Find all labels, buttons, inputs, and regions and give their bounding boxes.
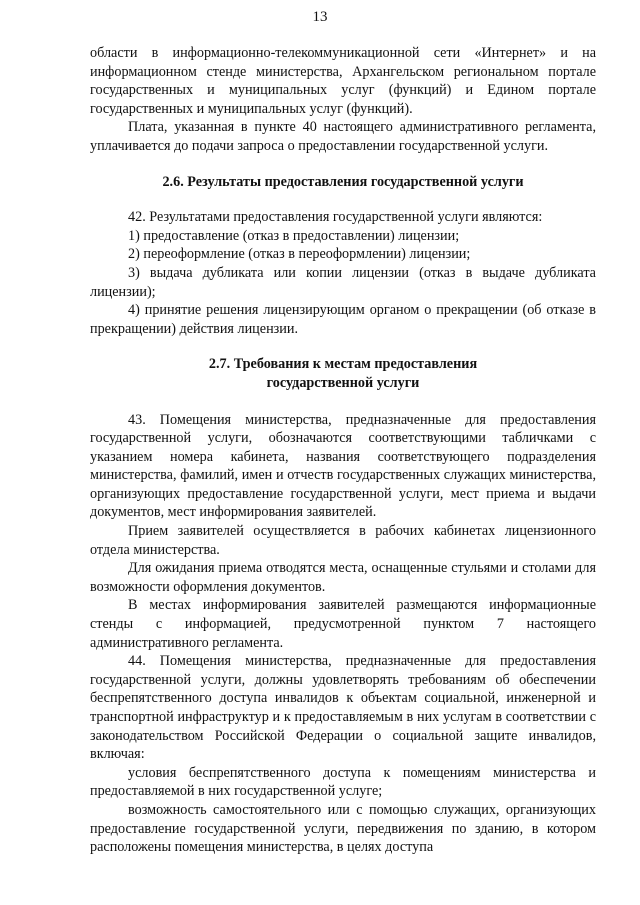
results-item-4: 4) принятие решения лицензирующим органом о прекращении (об отказе в прекращении) действия лицензии. <box>90 302 596 337</box>
paragraph-reception: Прием заявителей осуществляется в рабочих кабинетах лицензионного отдела министерства. <box>90 523 596 558</box>
paragraph-continuation: области в информационно-телекоммуникационной сети «Интернет» и на информационном стенде министерства, Архангельском региональном портале государственных и муниципальных услуг (функций) и Едином портале государственных и муниципальных услуг (функций). <box>90 45 596 117</box>
results-item-1: 1) предоставление (отказ в предоставлении) лицензии; <box>128 227 460 244</box>
results-item-3: 3) выдача дубликата или копии лицензии (отказ в выдаче дубликата лицензии); <box>90 264 596 300</box>
section-heading-2-6: 2.6. Результаты предоставления государственной услуги <box>162 173 524 190</box>
results-intro: 42. Результатами предоставления государственной услуги являются: <box>128 209 543 226</box>
document-body <box>90 44 596 857</box>
page-number: 13 <box>312 9 328 25</box>
paragraph-waiting: Для ожидания приема отводятся места, оснащенные стульями и столами для возможности оформления документов. <box>90 560 596 595</box>
paragraph-info-stands: В местах информирования заявителей размещаются информационные стенды с информацией, предусмотренной пунктом 7 настоящего административного регламента. <box>90 597 596 651</box>
results-item-2: 2) переоформление (отказ в переоформлении) лицензии; <box>128 246 471 263</box>
paragraph-access-conditions: условия беспрепятственного доступа к помещениям министерства и предоставляемой в них государственной услуге; <box>90 764 596 800</box>
paragraph-43: 43. Помещения министерства, предназначенные для предоставления государственной услуги, обозначаются соответствующими табличками с указанием номера кабинета, названия соответствующего подразделения министерства, фамилий, имен и отчеств государственных служащих министерства, организующих предоставление государственной услуги, мест приема и выдачи документов, мест информирования заявителей. <box>90 411 596 521</box>
paragraph-fee: Плата, указанная в пункте 40 настоящего административного регламента, уплачивается до подачи запроса о предоставлении государственной услуги. <box>90 119 596 154</box>
paragraph-movement: возможность самостоятельного или с помощью служащих, организующих предоставление государственной услуги, передвижения по зданию, в котором расположены помещения министерства, в целях доступа <box>90 801 596 856</box>
section-heading-2-7-line1: 2.7. Требования к местам предоставления <box>208 356 478 373</box>
section-heading-2-7-line2: государственной услуги <box>266 374 420 391</box>
paragraph-44: 44. Помещения министерства, предназначенные для предоставления государственной услуги, должны удовлетворять требованиям об обеспечении беспрепятственного доступа инвалидов к объектам социальной, инженерной и транспортной инфраструктур и к предоставляемым в них услугам в соответствии с законодательством Российской Федерации о социальной защите инвалидов, включая: <box>90 653 596 763</box>
